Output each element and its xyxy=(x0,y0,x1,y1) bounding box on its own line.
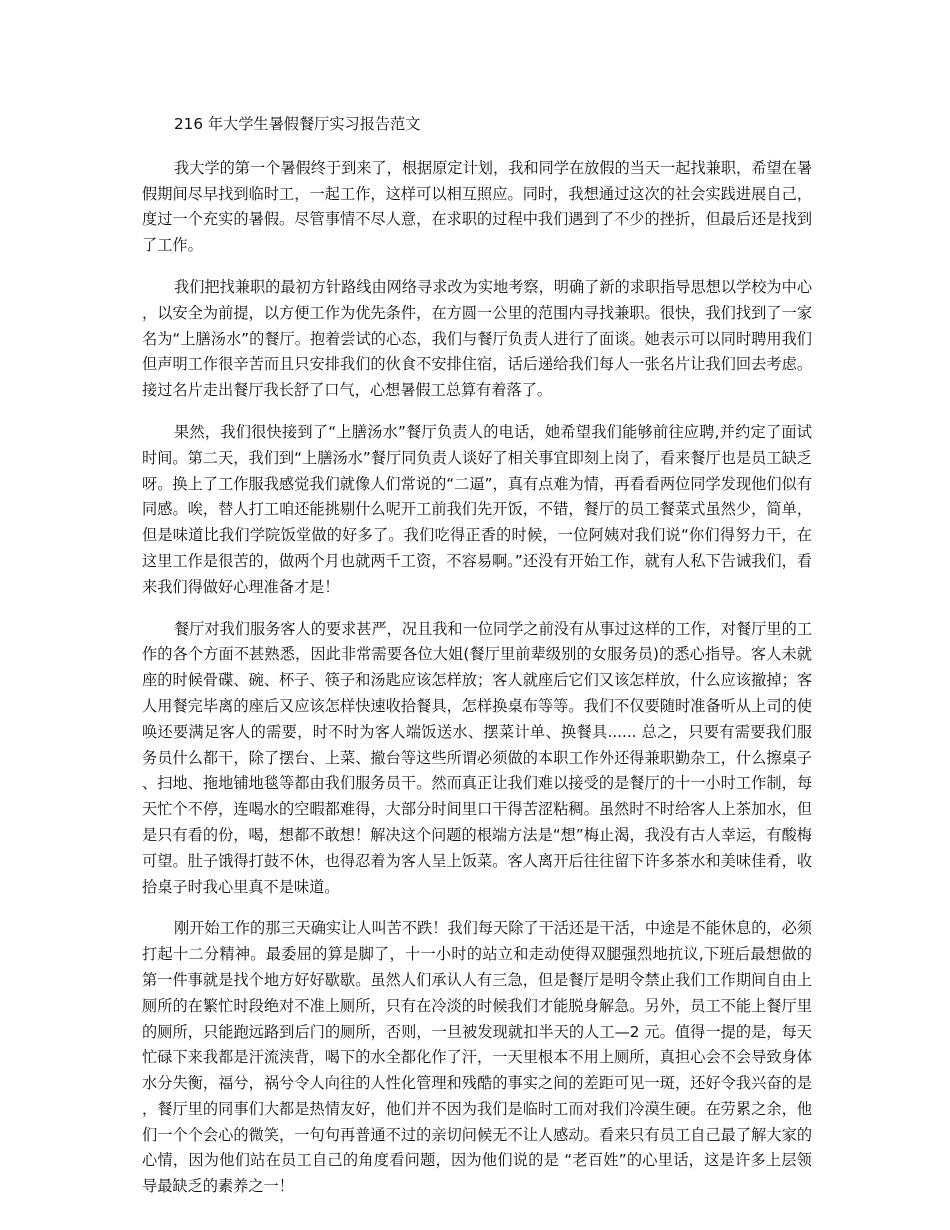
paragraph-1: 我大学的第一个暑假终于到来了，根据原定计划，我和同学在放假的当天一起找兼职，希望在暑假期间尽早找到临时工，一起工作，这样可以相互照应。同时，我想通过这次的社会实践进展自己，度过一个充实的暑假。尽管事情不尽人意，在求职的过程中我们遇到了不少的挫折，但最后还是找到了工作。 xyxy=(142,158,812,255)
document-body xyxy=(142,112,812,1216)
paragraph-2: 我们把找兼职的最初方针路线由网络寻求改为实地考察，明确了新的求职指导思想以学校为中心，以安全为前提，以方便工作为优先条件，在方圆一公里的范围内寻找兼职。很快，我们找到了一家名为“上膳汤水”的餐厅。抱着尝试的心态，我们与餐厅负责人进行了面谈。她表示可以同时聘用我们但声明工作很辛苦而且只安排我们的伙食不安排住宿，话后递给我们每人一张名片让我们回去考虑。接过名片走出餐厅我长舒了口气，心想暑假工总算有着落了。 xyxy=(142,277,812,400)
paragraph-4: 餐厅对我们服务客人的要求甚严，况且我和一位同学之前没有从事过这样的工作，对餐厅里的工作的各个方面不甚熟悉，因此非常需要各位大姐(餐厅里前辈级别的女服务员)的悉心指导。客人未就座的时候骨碟、碗、杯子、筷子和汤匙应该怎样放；客人就座后它们又该怎样放，什么应该撤掉；客人用餐完毕离的座后又应该怎样快速收拾餐具，怎样换桌布等等。我们不仅要随时准备听从上司的使唤还要满足客人的需要，时不时为客人端饭送水、摆菜计单、换餐具...... 总之，只要有需要我们服务员什么都干，除了摆台、上菜、撤台等这些所谓必须做的本职工作外还得兼职勤杂工，什么擦桌子、扫地、拖地铺地毯等都由我们服务员干。然而真正让我们难以接受的是餐厅的十一小时工作制，每天忙个不停，连喝水的空暇都难得，大部分时间里口干得苦涩粘稠。虽然时不时给客人上茶加水，但是只有看的份，喝，想都不敢想！解决这个问题的根端方法是“想”梅止渴，我没有古人幸运，有酸梅可望。肚子饿得打鼓不休，也得忍着为客人呈上饭菜。客人离开后往往留下许多茶水和美味佳肴，收拾桌子时我心里真不是味道。 xyxy=(142,619,812,896)
document-title: 216 年大学生暑假餐厅实习报告范文 xyxy=(174,115,421,133)
paragraph-5: 刚开始工作的那三天确实让人叫苦不跌！我们每天除了干活还是干活，中途是不能休息的，必须打起十二分精神。最委屈的算是脚了，十一小时的站立和走动使得双腿强烈地抗议,下班后最想做的第一件事就是找个地方好好歇歇。虽然人们承认人有三急，但是餐厅是明令禁止我们工作期间自由上厕所的在繁忙时段绝对不准上厕所，只有在冷淡的时候我们才能脱身解急。另外，员工不能上餐厅里的厕所，只能跑远路到后门的厕所，否则，一旦被发现就扣半天的人工—2 元。值得一提的是，每天忙碌下来我都是汗流浃背，喝下的水全都化作了汗，一天里根本不用上厕所，真担心会不会导致身体水分失衡，福兮，祸兮令人向往的人性化管理和残酷的事实之间的差距可见一斑，还好令我兴奋的是，餐厅里的同事们大都是热情友好，他们并不因为我们是临时工而对我们冷漠生硬。在劳累之余，他们一个个会心的微笑，一句句再普通不过的亲切问候无不让人感动。看来只有员工自己最了解大家的心情，因为他们站在员工自己的角度看问题，因为他们说的是 “老百姓”的心里话，这是许多上层领导最缺乏的素养之一！ xyxy=(142,919,812,1196)
paragraph-3: 果然，我们很快接到了“上膳汤水”餐厅负责人的电话，她希望我们能够前往应聘,并约定了面试时间。第二天，我们到“上膳汤水”餐厅同负责人谈好了相关事宜即刻上岗了，看来餐厅也是员工缺乏呀。换上了工作服我感觉我们就像人们常说的“二逼”，真有点难为情，再看看两位同学发现他们似有同感。唉，替人打工咱还能挑剔什么呢开工前我们先开饭，不错，餐厅的员工餐菜式虽然少，简单，但是味道比我们学院饭堂做的好多了。我们吃得正香的时候，一位阿姨对我们说“你们得努力干，在这里工作是很苦的，做两个月也就两千工资，不容易啊。”还没有开始工作，就有人私下告诫我们，看来我们得做好心理准备才是！ xyxy=(142,422,812,596)
